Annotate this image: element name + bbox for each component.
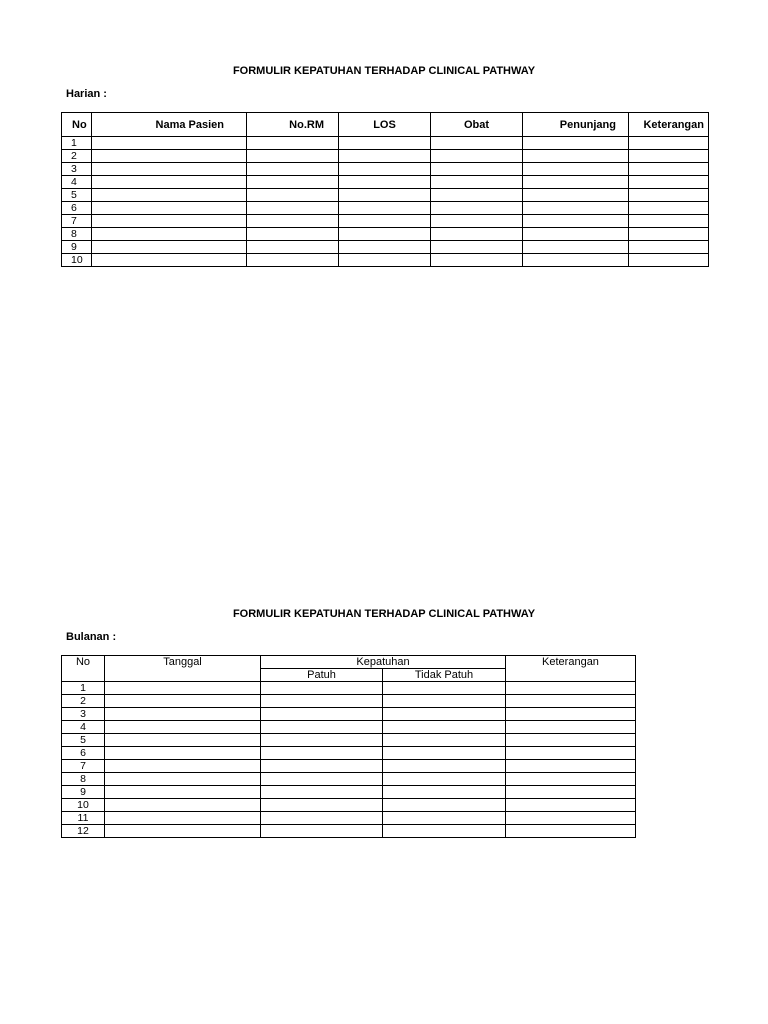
empty-cell[interactable] bbox=[431, 150, 523, 163]
empty-cell[interactable] bbox=[261, 734, 383, 747]
empty-cell[interactable] bbox=[383, 695, 506, 708]
empty-cell[interactable] bbox=[339, 137, 431, 150]
col-header-tidak-patuh: Tidak Patuh bbox=[383, 669, 506, 682]
empty-cell[interactable] bbox=[105, 825, 261, 838]
empty-cell[interactable] bbox=[629, 241, 709, 254]
empty-cell[interactable] bbox=[92, 163, 247, 176]
empty-cell[interactable] bbox=[629, 163, 709, 176]
table-row bbox=[62, 254, 709, 267]
row-number: 5 bbox=[62, 734, 105, 747]
empty-cell[interactable] bbox=[105, 734, 261, 747]
row-number: 5 bbox=[62, 189, 92, 202]
table-row bbox=[62, 228, 709, 241]
empty-cell[interactable] bbox=[629, 137, 709, 150]
empty-cell[interactable] bbox=[431, 137, 523, 150]
empty-cell[interactable] bbox=[431, 189, 523, 202]
table-row bbox=[62, 215, 709, 228]
table-row bbox=[62, 747, 636, 760]
empty-cell[interactable] bbox=[247, 202, 339, 215]
empty-cell[interactable] bbox=[629, 189, 709, 202]
empty-cell[interactable] bbox=[506, 760, 636, 773]
row-number: 8 bbox=[62, 773, 105, 786]
empty-cell[interactable] bbox=[431, 163, 523, 176]
empty-cell[interactable] bbox=[383, 708, 506, 721]
table-row bbox=[62, 150, 709, 163]
empty-cell[interactable] bbox=[383, 799, 506, 812]
empty-cell[interactable] bbox=[105, 760, 261, 773]
empty-cell[interactable] bbox=[105, 695, 261, 708]
table-row bbox=[62, 163, 709, 176]
table-row bbox=[62, 786, 636, 799]
table-row bbox=[62, 799, 636, 812]
empty-cell[interactable] bbox=[92, 176, 247, 189]
empty-cell[interactable] bbox=[431, 215, 523, 228]
row-number: 12 bbox=[62, 825, 105, 838]
bulanan-table bbox=[61, 655, 636, 838]
col-header-keterangan: Keterangan bbox=[629, 113, 709, 137]
empty-cell[interactable] bbox=[261, 682, 383, 695]
row-number: 7 bbox=[62, 760, 105, 773]
empty-cell[interactable] bbox=[339, 241, 431, 254]
empty-cell[interactable] bbox=[339, 163, 431, 176]
empty-cell[interactable] bbox=[339, 189, 431, 202]
empty-cell[interactable] bbox=[629, 228, 709, 241]
row-number: 4 bbox=[62, 721, 105, 734]
empty-cell[interactable] bbox=[105, 721, 261, 734]
empty-cell[interactable] bbox=[339, 228, 431, 241]
empty-cell[interactable] bbox=[92, 189, 247, 202]
empty-cell[interactable] bbox=[105, 773, 261, 786]
row-number: 4 bbox=[62, 176, 92, 189]
empty-cell[interactable] bbox=[247, 189, 339, 202]
empty-cell[interactable] bbox=[247, 150, 339, 163]
empty-cell[interactable] bbox=[339, 215, 431, 228]
table-row bbox=[62, 773, 636, 786]
empty-cell[interactable] bbox=[506, 825, 636, 838]
empty-cell[interactable] bbox=[506, 786, 636, 799]
empty-cell[interactable] bbox=[261, 760, 383, 773]
table-row bbox=[62, 708, 636, 721]
empty-cell[interactable] bbox=[431, 176, 523, 189]
empty-cell[interactable] bbox=[339, 150, 431, 163]
empty-cell[interactable] bbox=[523, 176, 629, 189]
harian-table bbox=[61, 112, 709, 267]
empty-cell[interactable] bbox=[261, 747, 383, 760]
row-number: 10 bbox=[62, 254, 92, 267]
empty-cell[interactable] bbox=[629, 176, 709, 189]
col-header-tanggal: Tanggal bbox=[105, 656, 261, 682]
empty-cell[interactable] bbox=[105, 682, 261, 695]
col-header-patuh: Patuh bbox=[261, 669, 383, 682]
empty-cell[interactable] bbox=[506, 747, 636, 760]
empty-cell[interactable] bbox=[92, 241, 247, 254]
row-number: 9 bbox=[62, 786, 105, 799]
col-header-nama-pasien: Nama Pasien bbox=[92, 113, 247, 137]
row-number: 2 bbox=[62, 695, 105, 708]
empty-cell[interactable] bbox=[523, 228, 629, 241]
empty-cell[interactable] bbox=[92, 228, 247, 241]
table-row bbox=[62, 760, 636, 773]
empty-cell[interactable] bbox=[247, 163, 339, 176]
bulanan-label: Bulanan : bbox=[66, 631, 117, 643]
table-row bbox=[62, 176, 709, 189]
row-number: 11 bbox=[62, 812, 105, 825]
empty-cell[interactable] bbox=[506, 695, 636, 708]
empty-cell[interactable] bbox=[431, 228, 523, 241]
empty-cell[interactable] bbox=[383, 786, 506, 799]
empty-cell[interactable] bbox=[261, 786, 383, 799]
empty-cell[interactable] bbox=[261, 695, 383, 708]
empty-cell[interactable] bbox=[261, 812, 383, 825]
empty-cell[interactable] bbox=[506, 682, 636, 695]
empty-cell[interactable] bbox=[383, 825, 506, 838]
empty-cell[interactable] bbox=[383, 721, 506, 734]
table-row bbox=[62, 734, 636, 747]
row-number: 1 bbox=[62, 682, 105, 695]
empty-cell[interactable] bbox=[105, 799, 261, 812]
empty-cell[interactable] bbox=[523, 150, 629, 163]
empty-cell[interactable] bbox=[506, 799, 636, 812]
empty-cell[interactable] bbox=[523, 241, 629, 254]
table-row bbox=[62, 825, 636, 838]
col-header-los: LOS bbox=[339, 113, 431, 137]
empty-cell[interactable] bbox=[92, 202, 247, 215]
empty-cell[interactable] bbox=[629, 215, 709, 228]
empty-cell[interactable] bbox=[92, 150, 247, 163]
table-row bbox=[62, 137, 709, 150]
empty-cell[interactable] bbox=[523, 189, 629, 202]
row-number: 6 bbox=[62, 202, 92, 215]
empty-cell[interactable] bbox=[383, 734, 506, 747]
bulanan-form-title: FORMULIR KEPATUHAN TERHADAP CLINICAL PATHWAY bbox=[232, 608, 536, 620]
col-header-obat: Obat bbox=[431, 113, 523, 137]
harian-form-title: FORMULIR KEPATUHAN TERHADAP CLINICAL PATHWAY bbox=[232, 65, 536, 77]
harian-table-body bbox=[62, 137, 709, 267]
empty-cell[interactable] bbox=[92, 254, 247, 267]
empty-cell[interactable] bbox=[261, 721, 383, 734]
empty-cell[interactable] bbox=[105, 786, 261, 799]
table-row bbox=[62, 682, 636, 695]
table-row bbox=[62, 721, 636, 734]
table-row bbox=[62, 695, 636, 708]
empty-cell[interactable] bbox=[431, 241, 523, 254]
empty-cell[interactable] bbox=[506, 721, 636, 734]
empty-cell[interactable] bbox=[261, 708, 383, 721]
empty-cell[interactable] bbox=[247, 215, 339, 228]
empty-cell[interactable] bbox=[383, 773, 506, 786]
empty-cell[interactable] bbox=[431, 254, 523, 267]
table-row bbox=[62, 241, 709, 254]
empty-cell[interactable] bbox=[261, 825, 383, 838]
empty-cell[interactable] bbox=[383, 760, 506, 773]
empty-cell[interactable] bbox=[105, 812, 261, 825]
empty-cell[interactable] bbox=[247, 176, 339, 189]
row-number: 3 bbox=[62, 163, 92, 176]
empty-cell[interactable] bbox=[523, 163, 629, 176]
empty-cell[interactable] bbox=[523, 202, 629, 215]
col-header-kepatuhan: Kepatuhan bbox=[261, 656, 506, 669]
empty-cell[interactable] bbox=[92, 137, 247, 150]
harian-header-row bbox=[62, 113, 709, 137]
empty-cell[interactable] bbox=[523, 254, 629, 267]
empty-cell[interactable] bbox=[261, 799, 383, 812]
bulanan-table-body bbox=[62, 682, 636, 838]
empty-cell[interactable] bbox=[506, 812, 636, 825]
table-row bbox=[62, 202, 709, 215]
empty-cell[interactable] bbox=[506, 708, 636, 721]
empty-cell[interactable] bbox=[383, 682, 506, 695]
row-number: 10 bbox=[62, 799, 105, 812]
empty-cell[interactable] bbox=[506, 734, 636, 747]
row-number: 8 bbox=[62, 228, 92, 241]
row-number: 3 bbox=[62, 708, 105, 721]
empty-cell[interactable] bbox=[261, 773, 383, 786]
empty-cell[interactable] bbox=[339, 254, 431, 267]
empty-cell[interactable] bbox=[383, 747, 506, 760]
empty-cell[interactable] bbox=[247, 137, 339, 150]
harian-label: Harian : bbox=[66, 88, 107, 100]
col-header-no: No bbox=[62, 656, 105, 682]
empty-cell[interactable] bbox=[247, 241, 339, 254]
empty-cell[interactable] bbox=[431, 202, 523, 215]
empty-cell[interactable] bbox=[247, 254, 339, 267]
empty-cell[interactable] bbox=[629, 202, 709, 215]
empty-cell[interactable] bbox=[383, 812, 506, 825]
empty-cell[interactable] bbox=[629, 254, 709, 267]
empty-cell[interactable] bbox=[523, 137, 629, 150]
empty-cell[interactable] bbox=[523, 215, 629, 228]
empty-cell[interactable] bbox=[506, 773, 636, 786]
empty-cell[interactable] bbox=[339, 176, 431, 189]
empty-cell[interactable] bbox=[629, 150, 709, 163]
bulanan-header-row bbox=[62, 656, 636, 669]
row-number: 9 bbox=[62, 241, 92, 254]
row-number: 7 bbox=[62, 215, 92, 228]
empty-cell[interactable] bbox=[339, 202, 431, 215]
empty-cell[interactable] bbox=[105, 708, 261, 721]
table-row bbox=[62, 812, 636, 825]
row-number: 1 bbox=[62, 137, 92, 150]
empty-cell[interactable] bbox=[105, 747, 261, 760]
table-row bbox=[62, 189, 709, 202]
col-header-keterangan: Keterangan bbox=[506, 656, 636, 682]
col-header-no-rm: No.RM bbox=[247, 113, 339, 137]
empty-cell[interactable] bbox=[247, 228, 339, 241]
col-header-no: No bbox=[62, 113, 92, 137]
row-number: 6 bbox=[62, 747, 105, 760]
col-header-penunjang: Penunjang bbox=[523, 113, 629, 137]
empty-cell[interactable] bbox=[92, 215, 247, 228]
row-number: 2 bbox=[62, 150, 92, 163]
